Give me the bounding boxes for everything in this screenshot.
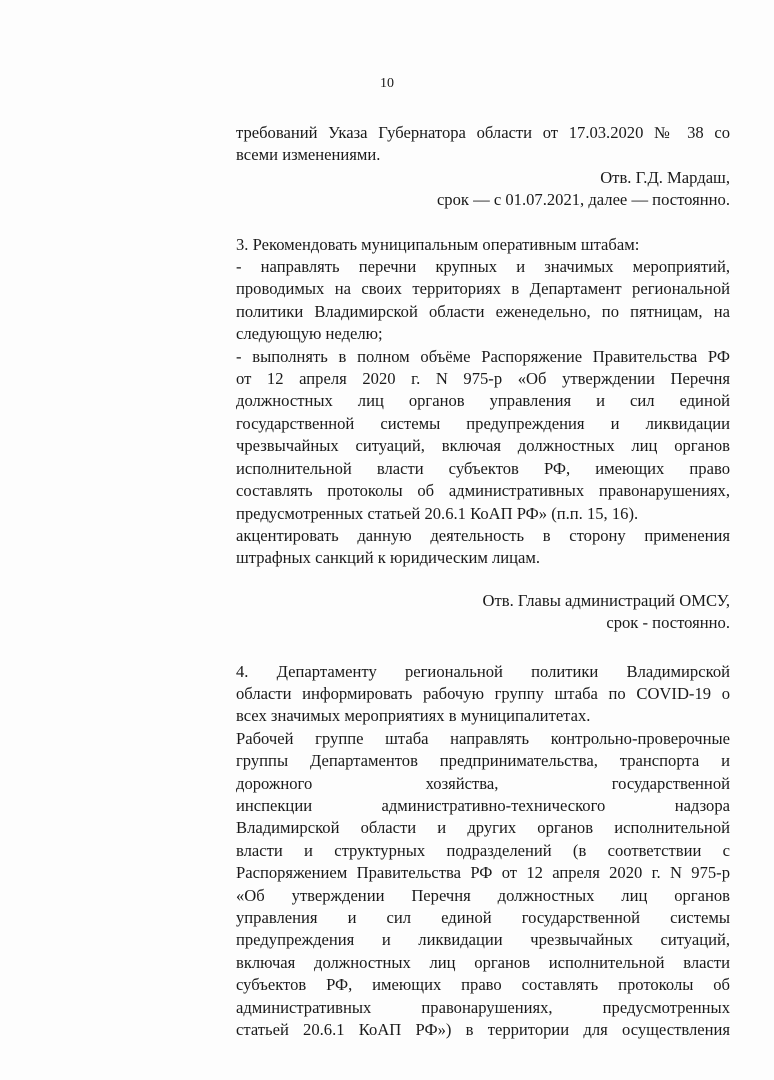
text-line: включая должностных лиц органов исполнительной власти: [236, 952, 730, 972]
text-line: дорожного хозяйства, государственной: [236, 773, 730, 793]
text-line: Рабочей группе штаба направлять контрольно-проверочные: [236, 728, 730, 748]
text-line: проводимых на своих территориях в Департамент региональной: [236, 279, 730, 299]
section-heading: 3. Рекомендовать муниципальным оперативным штабам:: [236, 234, 640, 254]
page-number: 10: [380, 76, 394, 91]
text-line: от 12 апреля 2020 г. N 975-р «Об утверждении Перечня: [236, 369, 730, 389]
text-line: всеми изменениями.: [236, 145, 381, 165]
text-line: статьей 20.6.1 КоАП РФ») в территории для осуществления: [236, 1020, 730, 1040]
deadline: срок — с 01.07.2021, далее — постоянно.: [436, 190, 730, 210]
text-line: исполнительной власти субъектов РФ, имеющих право: [236, 458, 730, 478]
text-line: государственной системы предупреждения и ликвидации: [236, 413, 730, 433]
section-4: [236, 661, 730, 1042]
text-line: - направлять перечни крупных и значимых мероприятий,: [236, 257, 730, 277]
document-body: [236, 122, 730, 1041]
text-line: «Об утверждении Перечня должностных лиц органов: [236, 885, 730, 905]
text-line: должностных лиц органов управления и сил единой: [236, 391, 730, 411]
intro-paragraph: [236, 122, 730, 212]
section-3: [236, 234, 730, 635]
text-line: Владимирской области и других органов исполнительной: [236, 818, 730, 838]
text-line: власти и структурных подразделений (в соответствии с: [236, 840, 730, 860]
text-line: административных правонарушениях, предусмотренных: [236, 997, 730, 1017]
text-line: всех значимых мероприятиях в муниципалитетах.: [236, 706, 591, 726]
text-line: инспекции административно-технического надзора: [236, 795, 730, 815]
text-line: акцентировать данную деятельность в сторону применения: [236, 525, 730, 545]
text-line: предупреждения и ликвидации чрезвычайных ситуаций,: [236, 930, 730, 950]
text-line: 4. Департаменту региональной политики Владимирской: [236, 661, 730, 681]
text-line: требований Указа Губернатора области от 17.03.2020 № 38 со: [236, 123, 730, 142]
text-line: политики Владимирской области еженедельно, по пятницам, на: [236, 301, 730, 321]
text-line: субъектов РФ, имеющих право составлять протоколы об: [236, 975, 730, 995]
responsible-person: Отв. Г.Д. Мардаш,: [600, 167, 730, 187]
text-line: Распоряжением Правительства РФ от 12 апреля 2020 г. N 975-р: [236, 863, 730, 883]
deadline: срок - постоянно.: [606, 613, 730, 633]
text-line: группы Департаментов предпринимательства, транспорта и: [236, 751, 730, 771]
text-line: управления и сил единой государственной системы: [236, 908, 730, 927]
responsible-person: Отв. Главы администраций ОМСУ,: [482, 590, 730, 610]
text-line: чрезвычайных ситуаций, включая должностных лиц органов: [236, 436, 730, 456]
text-line: составлять протоколы об административных правонарушениях,: [236, 481, 730, 501]
text-line: штрафных санкций к юридическим лицам.: [236, 548, 541, 568]
text-line: области информировать рабочую группу штаба по COVID-19 о: [236, 683, 730, 703]
text-line: следующую неделю;: [236, 324, 383, 344]
text-line: предусмотренных статьей 20.6.1 КоАП РФ» (п.п. 15, 16).: [236, 503, 639, 523]
text-line: - выполнять в полном объёме Распоряжение Правительства РФ: [236, 346, 730, 366]
